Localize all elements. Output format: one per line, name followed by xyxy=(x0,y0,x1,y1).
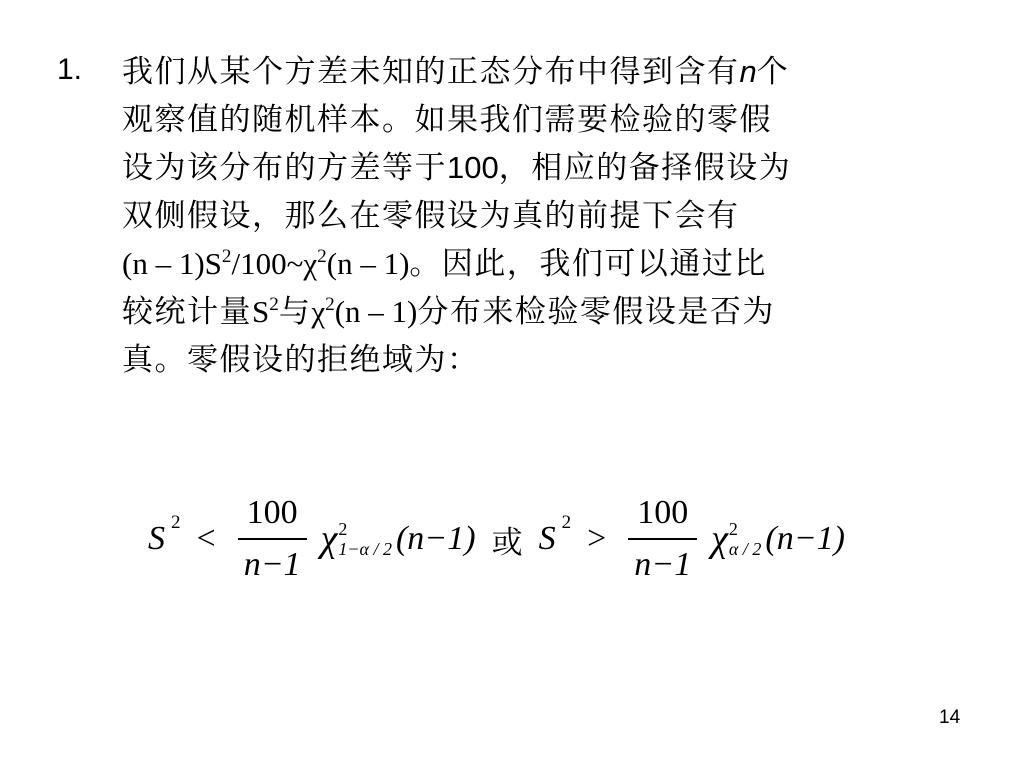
text-line-3 xyxy=(122,144,952,192)
inline-expression: (n – 1) xyxy=(326,246,410,281)
text-segment: 个 xyxy=(756,54,790,90)
text-line-2: 观察值的随机样本。如果我们需要检验的零假 xyxy=(122,102,772,138)
less-than-sign: < xyxy=(196,520,216,557)
text-segment: ，相应的备择假设为 xyxy=(498,150,792,186)
text-segment: 我们从某个方差未知的正态分布中得到含有 xyxy=(122,54,740,90)
fraction-denominator: n−1 xyxy=(628,538,697,584)
text-line-6 xyxy=(122,288,952,336)
superscript: 2 xyxy=(325,294,335,316)
inline-expression: (n – 1) xyxy=(334,294,418,329)
text-segment: 。因此，我们可以通过比 xyxy=(409,246,767,282)
formula-variable-s: S xyxy=(148,520,165,557)
chi-subscript: 1−α / 2 xyxy=(338,539,392,559)
text-segment: 较统计量 xyxy=(122,294,252,330)
fraction xyxy=(628,494,697,584)
formula-exponent: 2 xyxy=(561,512,572,533)
formula-argument: (n−1) xyxy=(765,520,845,557)
chi-scripts xyxy=(338,519,392,559)
text-line-5 xyxy=(122,240,952,288)
text-segment: 分布来检验零假设是否为 xyxy=(417,294,775,330)
chi-superscript: 2 xyxy=(338,519,348,539)
inline-expression: S xyxy=(252,294,270,329)
formula-argument: (n−1) xyxy=(395,520,476,557)
superscript: 2 xyxy=(317,246,327,268)
inline-expression: χ xyxy=(311,294,326,329)
text-segment: 设为该分布的方差等于 xyxy=(122,150,447,186)
chi-subscript: α / 2 xyxy=(728,539,762,559)
rejection-region-formula xyxy=(148,484,845,594)
chi-scripts xyxy=(729,519,761,559)
chi-superscript: 2 xyxy=(728,519,738,539)
superscript: 2 xyxy=(269,294,279,316)
list-item-number: 1. xyxy=(57,53,83,86)
superscript: 2 xyxy=(221,246,232,268)
inline-expression: /100~χ xyxy=(231,246,318,281)
formula-variable-s: S xyxy=(538,520,556,557)
formula-exponent: 2 xyxy=(171,512,181,533)
fraction-denominator: n−1 xyxy=(238,538,307,584)
chi-symbol: χ xyxy=(320,518,338,560)
variable-n: n xyxy=(739,54,757,89)
text-line-1 xyxy=(122,48,952,96)
body-paragraph xyxy=(122,48,952,384)
fraction-numerator: 100 xyxy=(637,494,689,531)
or-word: 或 xyxy=(491,524,523,561)
fraction-numerator: 100 xyxy=(246,494,298,531)
page-number: 14 xyxy=(939,707,961,728)
fraction xyxy=(238,494,307,584)
chi-symbol: χ xyxy=(711,518,728,560)
number-100: 100 xyxy=(447,150,499,185)
text-line-4: 双侧假设，那么在零假设为真的前提下会有 xyxy=(122,198,740,234)
text-segment: 与 xyxy=(278,294,312,330)
inline-expression: (n – 1)S xyxy=(122,246,222,281)
greater-than-sign: > xyxy=(587,520,607,557)
text-line-7: 真。零假设的拒绝域为： xyxy=(122,342,480,378)
